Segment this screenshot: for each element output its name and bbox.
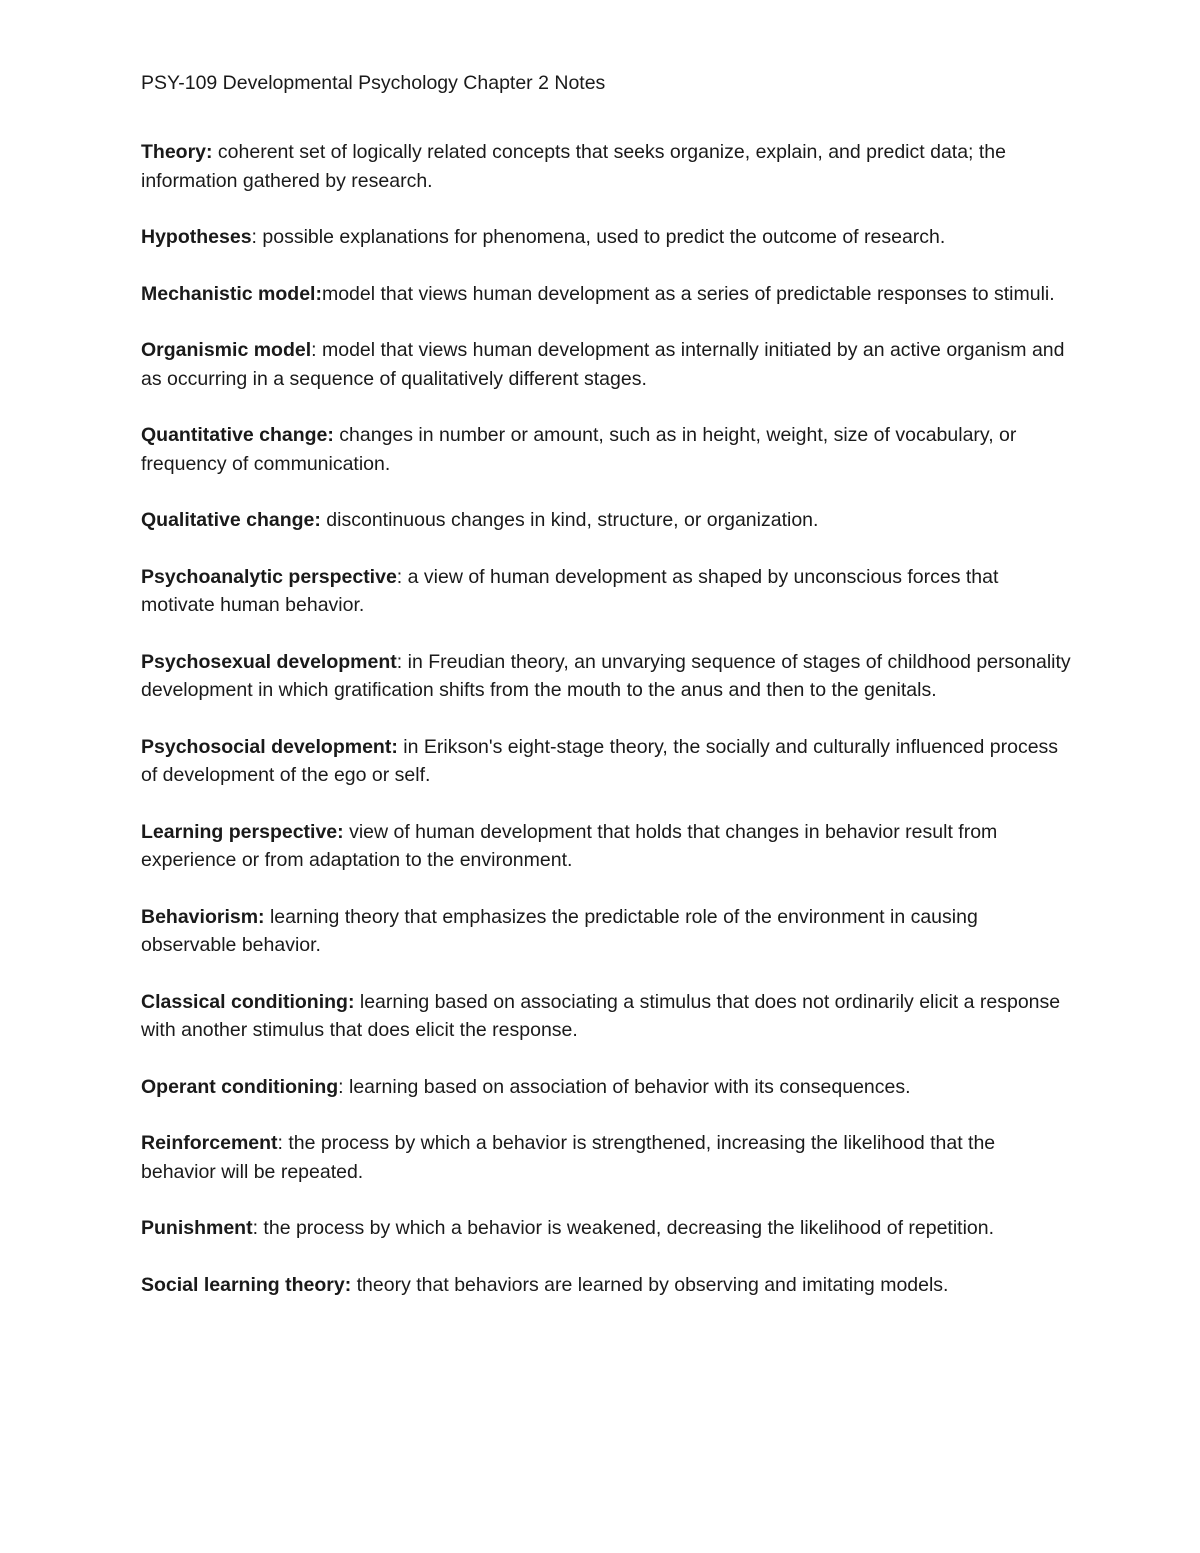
- glossary-entry-hypotheses: [141, 223, 1071, 252]
- glossary-entry-mechanistic-model: [141, 280, 1071, 309]
- entry-term: Psychoanalytic perspective: [141, 565, 397, 588]
- entry-definition: possible explanations for phenomena, used to predict the outcome of research.: [256, 226, 946, 248]
- entry-term: Psychosocial development:: [141, 735, 398, 758]
- entry-separator: :: [396, 565, 403, 588]
- entry-term: Behaviorism:: [141, 905, 265, 928]
- entry-term: Organismic model: [141, 339, 312, 361]
- entry-definition: learning theory that emphasizes the predictable role of the environment in causing observable behavior.: [141, 905, 978, 956]
- glossary-entry-psychosexual-development: [141, 648, 1071, 705]
- entry-definition: in Freudian theory, an unvarying sequence of stages of childhood personality development in which gratification shifts from the mouth to the anus and then to the genitals.: [141, 650, 1071, 701]
- glossary-entry-qualitative-change: [141, 506, 1071, 535]
- glossary-entry-behaviorism: [141, 903, 1071, 960]
- entry-separator: :: [311, 339, 317, 361]
- entry-definition: model that views human development as a series of predictable responses to stimuli.: [321, 282, 1055, 305]
- glossary-list: [141, 138, 1071, 1299]
- glossary-entry-social-learning-theory: [141, 1271, 1071, 1300]
- entry-separator: :: [396, 650, 403, 673]
- entry-definition: learning based on association of behavior with its consequences.: [343, 1075, 911, 1098]
- entry-definition: model that views human development as internally initiated by an active organism and as occurring in a sequence of qualitatively different stages.: [141, 339, 1065, 390]
- glossary-entry-psychosocial-development: [141, 733, 1071, 790]
- entry-definition: learning based on associating a stimulus that does not ordinarily elicit a response with another stimulus that does elicit the response.: [141, 990, 1061, 1041]
- entry-separator: :: [252, 1217, 259, 1239]
- glossary-entry-punishment: [141, 1214, 1071, 1243]
- document-title: PSY-109 Developmental Psychology Chapter 2 Notes: [141, 72, 606, 94]
- entry-term: Hypotheses: [141, 226, 252, 248]
- entry-term: Social learning theory:: [141, 1273, 352, 1296]
- entry-term: Quantitative change:: [141, 424, 334, 446]
- entry-definition: coherent set of logically related concepts that seeks organize, explain, and predict data; the information gathered by research.: [141, 141, 1006, 192]
- glossary-entry-psychoanalytic-perspective: [141, 563, 1071, 620]
- glossary-entry-operant-conditioning: [141, 1073, 1071, 1102]
- glossary-entry-classical-conditioning: [141, 988, 1071, 1045]
- entry-definition: the process by which a behavior is weakened, decreasing the likelihood of repetition.: [258, 1217, 995, 1239]
- entry-term: Punishment: [141, 1217, 253, 1239]
- entry-term: Psychosexual development: [141, 650, 397, 673]
- glossary-entry-theory: [141, 138, 1071, 195]
- document-page: [141, 69, 1071, 1327]
- entry-definition: a view of human development as shaped by unconscious forces that motivate human behavior.: [141, 565, 999, 616]
- entry-term: Mechanistic model:: [141, 282, 322, 305]
- entry-definition: view of human development that holds that changes in behavior result from experience or from adaptation to the environment.: [141, 820, 998, 871]
- entry-definition: the process by which a behavior is strengthened, increasing the likelihood that the behavior will be repeated.: [141, 1132, 996, 1183]
- entry-term: Learning perspective:: [141, 820, 344, 843]
- entry-definition: changes in number or amount, such as in height, weight, size of vocabulary, or frequency of communication.: [141, 424, 1017, 475]
- entry-term: Theory:: [141, 141, 213, 163]
- glossary-entry-reinforcement: [141, 1129, 1071, 1186]
- glossary-entry-organismic-model: [141, 336, 1071, 393]
- entry-term: Qualitative change:: [141, 509, 321, 531]
- glossary-entry-quantitative-change: [141, 421, 1071, 478]
- entry-term: Classical conditioning:: [141, 990, 355, 1013]
- entry-separator: :: [251, 226, 257, 248]
- entry-separator: :: [338, 1075, 344, 1098]
- entry-definition: in Erikson's eight-stage theory, the socially and culturally influenced process of development of the ego or self.: [141, 735, 1059, 786]
- entry-term: Operant conditioning: [141, 1075, 339, 1098]
- entry-separator: :: [277, 1132, 283, 1154]
- entry-definition: discontinuous changes in kind, structure, or organization.: [320, 509, 819, 531]
- entry-definition: theory that behaviors are learned by observing and imitating models.: [351, 1273, 949, 1296]
- glossary-entry-learning-perspective: [141, 818, 1071, 875]
- entry-term: Reinforcement: [141, 1132, 278, 1154]
